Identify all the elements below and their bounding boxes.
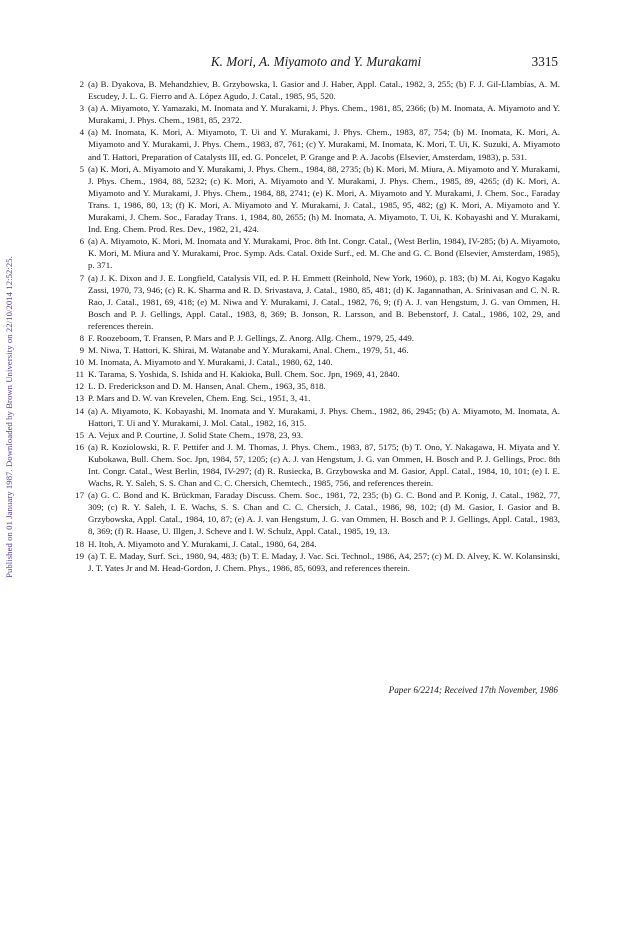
reference-text: P. Mars and D. W. van Krevelen, Chem. Eng. Sci., 1951, 3, 41. [88, 393, 311, 404]
reference-number: 15 [75, 429, 84, 440]
reference-text: (a) A. Miyamoto, Y. Yamazaki, M. Inomata and Y. Murakami, J. Phys. Chem., 1981, 85, 2366; (b) M. Inomata, A. Miyamoto and Y. Murakami, J. Phys. Chem., 1981, 85, 2372. [88, 103, 560, 126]
reference-item [74, 368, 560, 380]
reference-text: F. Roozeboom, T. Fransen, P. Mars and P. J. Gellings, Z. Anorg. Allg. Chem., 1979, 25, 449. [88, 332, 415, 343]
reference-text: M. Inomata, A. Miyamoto and Y. Murakami, J. Catal., 1980, 62, 140. [88, 357, 333, 368]
reference-item [74, 126, 560, 162]
reference-item [74, 235, 560, 271]
reference-list [74, 78, 560, 574]
reference-number: 19 [75, 550, 84, 561]
reference-text: L. D. Frederickson and D. M. Hansen, Anal. Chem., 1963, 35, 818. [88, 381, 326, 392]
reference-number: 7 [79, 272, 84, 283]
reference-text: H. Itoh, A. Miyamoto and Y. Murakami, J. Catal., 1980, 64, 284. [88, 538, 317, 549]
reference-number: 14 [75, 405, 84, 416]
reference-text: (a) A. Miyamoto, K. Kobayashi, M. Inomata and Y. Murakami, J. Phys. Chem., 1982, 86, 2945; (b) A. Miyamoto, M. Inomata, A. Hattori, T. Ui and Y. Murakami, J. Mol. Catal., 1982, 16, 315. [88, 405, 560, 428]
reference-number: 11 [75, 369, 84, 380]
reference-item [74, 356, 560, 368]
reference-number: 3 [79, 103, 84, 114]
reference-number: 2 [79, 79, 84, 89]
reference-text: (a) T. E. Maday, Surf. Sci., 1980, 94, 483; (b) T. E. Maday, J. Vac. Sci. Technol., 1986, A4, 257; (c) M. D. Alvey, K. W. Kolansinski, J. T. Yates Jr and M. Head-Gordon, J. Chem. Phys., 1986, 85, 6093, and references therein. [88, 550, 560, 573]
reference-number: 13 [75, 393, 84, 404]
reference-item [74, 392, 560, 404]
reference-item [74, 102, 560, 126]
reference-text: (a) J. K. Dixon and J. E. Longfield, Catalysis VII, ed. P. H. Emmett (Reinhold, New York, 1960), p. 183; (b) M. Ai, Kogyo Kagaku Zassi, 1970, 73, 946; (c) R. K. Sharma and R. D. Srivastava, J. Catal., 1980, 85, 481; (d) K. Jagannathan, A. Srinivasan and C. N. R. Rao, J. Catal., 1981, 69, 418; (e) M. Niwa and Y. Murakami, J. Catal., 1982, 76, 9; (f) A. J. van Hengstum, J. G. van Ommen, H. Bosch and P. J. Gellings, Appl. Catal., 1983, 8, 369; B. Jonson, R. Larsson, and B. Bebenstorf, J. Catal., 1986, 102, 29, and references therein. [88, 272, 560, 331]
reference-item [74, 272, 560, 332]
download-notice-sidebar [2, 182, 16, 652]
reference-item [74, 538, 560, 550]
reference-item [74, 332, 560, 344]
reference-number: 16 [75, 441, 84, 452]
reference-number: 6 [79, 236, 84, 247]
reference-text: M. Niwa, T. Hattori, K. Shirai, M. Watanabe and Y. Murakami, Anal. Chem., 1979, 51, 46. [88, 345, 409, 356]
reference-item [74, 429, 560, 441]
reference-item [74, 344, 560, 356]
reference-item [74, 550, 560, 574]
reference-text: A. Vejux and P. Courtine, J. Solid State Chem., 1978, 23, 93. [88, 429, 304, 440]
reference-number: 17 [75, 490, 84, 501]
reference-text: (a) A. Miyamoto, K. Mori, M. Inomata and Y. Murakami, Proc. 8th Int. Congr. Catal., (West Berlin, 1984), IV-285; (b) A. Miyamoto, K. Mori, M. Miura and Y. Murakami, Proc. Symp. Ads. Catal. Oxide Surf., ed. M. Che and G. C. Bond (Elsevier, Amsterdam, 1985), p. 371. [88, 236, 560, 271]
reference-number: 10 [75, 357, 84, 368]
reference-item [74, 380, 560, 392]
reference-number: 8 [79, 332, 84, 343]
running-header-authors: K. Mori, A. Miyamoto and Y. Murakami [210, 54, 422, 69]
reference-item [74, 78, 560, 102]
reference-text: (a) R. Koziolowski, R. F. Pettifer and J. M. Thomas, J. Phys. Chem., 1983, 87, 5175; (b) T. Ono, Y. Nakagawa, H. Miyata and Y. Kubokawa, Bull. Chem. Soc. Jpn, 1984, 57, 1205; (c) A. J. van Hengstum, J. G. van Ommen, H. Bosch and P. J. Gellings, Proc. 8th Int. Congr. Catal., West Berlin, 1984, IV-297; (d) R. Rusiecka, B. Grzybowska and M. Gasior, Appl. Catal., 1984, 10, 101; (e) I. E. Wachs, R. Y. Saleh, S. S. Chan and C. C. Chersich, Chemtech., 1985, 756, and references therein. [88, 441, 560, 489]
running-header [74, 54, 558, 72]
reference-number: 12 [75, 381, 84, 392]
reference-text: (a) M. Inomata, K. Mori, A. Miyamoto, T. Ui and Y. Murakami, J. Phys. Chem., 1983, 87, 754; (b) M. Inomata, K. Mori, A. Miyamoto and Y. Murakami, J. Phys. Chem., 1983, 87, 761; (c) Y. Murakami, M. Inomata, K. Mori, T. Ui, K. Suzuki, A. Miyamoto and T. Hattori, Preparation of Catalysts III, ed. G. Poncelet, P. Grange and P. A. Jacobs (Elsevier, Amsterdam, 1983), p. 531. [88, 127, 560, 162]
page-number: 3315 [531, 54, 558, 69]
reference-number: 9 [79, 345, 84, 356]
reference-item [74, 405, 560, 429]
download-notice-text: Published on 01 January 1987. Downloaded by Brown University on 22/10/2014 12:52:25. [4, 256, 14, 578]
reference-text: (a) B. Dyakova, B. Mehandzhiev, B. Grzybowska, I. Gasior and J. Haber, Appl. Catal., 1982, 3, 255; (b) F. J. Gil-Llambías, A. M. Escudey, J. L. G. Fierro and A. López Agudo, J. Catal., 1985, 95, 520. [88, 79, 560, 102]
reference-item [74, 489, 560, 537]
reference-text: K. Tarama, S. Yoshida, S. Ishida and H. Kakioka, Bull. Chem. Soc. Jpn, 1969, 41, 2840. [88, 369, 400, 380]
reference-number: 4 [79, 127, 84, 138]
reference-item [74, 441, 560, 489]
reference-item [74, 163, 560, 236]
paper-received-note: Paper 6/2214; Received 17th November, 1986 [388, 685, 558, 695]
reference-number: 5 [79, 163, 84, 174]
reference-number: 18 [75, 538, 84, 549]
reference-text: (a) G. C. Bond and K. Brückman, Faraday Discuss. Chem. Soc., 1981, 72, 235; (b) G. C. Bond and P. Konig, J. Catal., 1982, 77, 309; (c) R. Y. Saleh, I. E. Wachs, S. S. Chan and C. C. Chersich, J. Catal., 1986, 98, 102; (d) M. Gasior, I. Gasior and B. Grzybowska, Appl. Catal., 1984, 10, 87; (e) A. J. van Hengstum, J. G. van Ommen, H. Bosch and P. J. Gellings, Appl. Catal., 1983, 8, 369; (f) R. Haase, U. Illgen, J. Scheve and I. W. Schulz, Appl. Catal., 1985, 19, 13. [88, 490, 560, 537]
reference-text: (a) K. Mori, A. Miyamoto and Y. Murakami, J. Phys. Chem., 1984, 88, 2735; (b) K. Mori, M. Miura, A. Miyamoto and Y. Murakami, J. Phys. Chem., 1984, 88, 5232; (c) K. Mori, A. Miyamoto and Y. Murakami, J. Phys. Chem., 1985, 89, 4265; (d) K. Mori, A. Miyamoto and Y. Murakami, J. Phys. Chem., 1984, 88, 2741; (e) K. Mori, A. Miyamoto and Y. Murakami, J. Chem. Soc., Faraday Trans. 1, 1986, 80, 13; (f) K. Mori, A. Miyamoto and Y. Murakami, J. Catal., 1985, 95, 482; (g) K. Mori, A. Miyamoto and Y. Murakami, J. Chem. Soc., Faraday Trans. 1, 1984, 80, 2655; (h) M. Inomata, A. Miyamoto, T. Ui, K. Kobayashi and Y. Murakami, Ind. Eng. Chem. Prod. Res. Dev., 1982, 21, 424. [88, 163, 560, 235]
